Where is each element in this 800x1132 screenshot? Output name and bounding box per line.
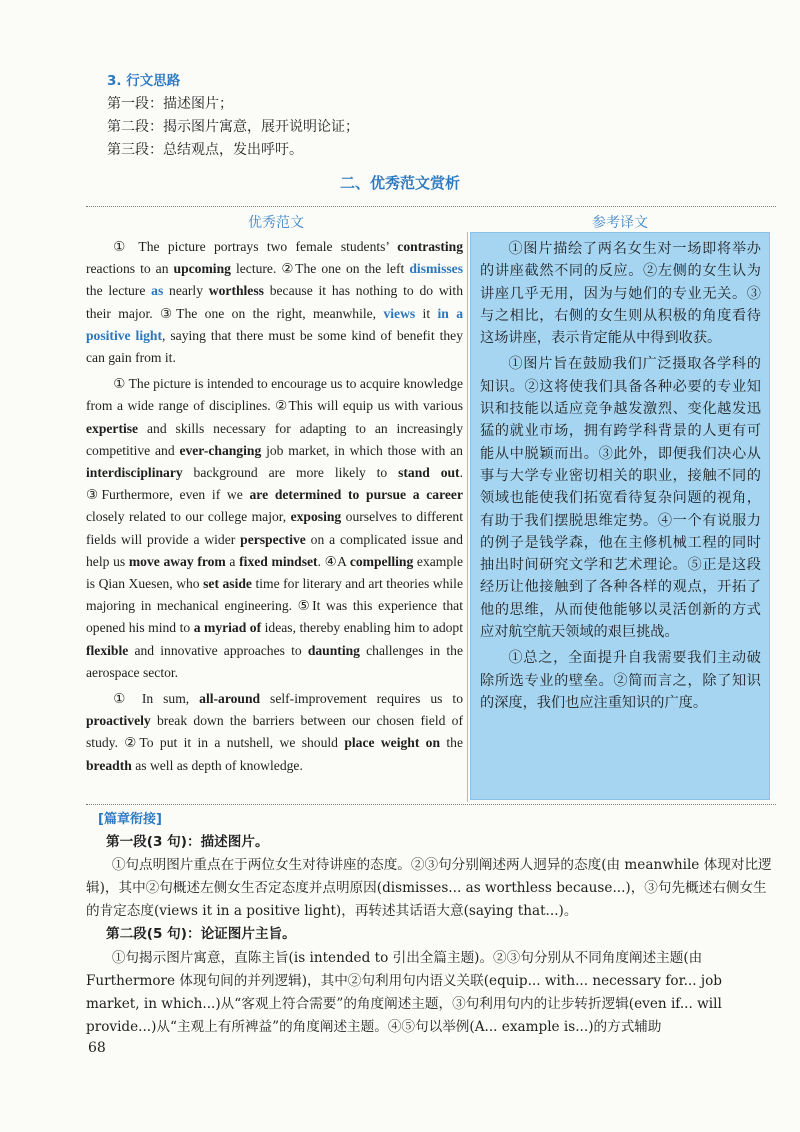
essay-text: the (440, 735, 463, 751)
translation-paragraph-1: ①图片描绘了两名女生对一场即将举办的讲座截然不同的反应。②左侧的女生认为讲座几乎无用，因为与她们的专业无关。③与之相比，右侧的女生则从积极的角度看待这场讲座，表示肯定能从中得到收获。 (480, 241, 761, 347)
key-phrase: ever-changing (179, 442, 262, 458)
key-phrase: flexible (86, 642, 129, 658)
page-number: 68 (88, 1040, 106, 1056)
model-essay (86, 236, 463, 777)
key-phrase: dismisses (409, 261, 463, 277)
essay-text: and innovative approaches to (128, 642, 308, 658)
writing-outline (107, 70, 359, 162)
left-column-title: 优秀范文 (248, 215, 304, 231)
segment-1-text: ①句点明图片重点在于两位女生对待讲座的态度。②③句分别阐述两人迥异的态度(由 meanwhile 体现对比逻辑)，其中②句概述左侧女生否定态度并点明原因(dismisses... as worthless because...)，③句先概述右侧女生的肯定态度(views it in a positive light)，再转述其话语大意(saying that...)。 (86, 857, 772, 920)
essay-paragraph-3 (86, 688, 463, 777)
right-column-title: 参考译文 (592, 215, 648, 231)
essay-text: and skills necessary for adapting to an increasingly competitive and (86, 420, 463, 458)
essay-text: as well as depth of knowledge. (131, 757, 303, 773)
essay-text: ① The picture is intended to encourage us to acquire knowledge from a wide range of disciplines. ②This will equip us with various (86, 376, 463, 414)
column-divider (467, 232, 468, 802)
key-phrase: breadth (86, 757, 132, 773)
key-phrase: are determined to pursue a career (249, 487, 463, 503)
key-phrase: contrasting (397, 239, 463, 254)
key-phrase: place weight on (344, 735, 441, 751)
essay-paragraph-2 (86, 373, 463, 684)
essay-text: time for literary and art theories while majoring in mechanical engineering. ⑤It was this experience that opened his mind to (86, 576, 463, 636)
key-phrase: worthless (208, 283, 264, 299)
key-phrase: views (383, 305, 416, 321)
essay-paragraph-1 (86, 236, 463, 369)
key-phrase: as (151, 283, 164, 299)
key-phrase: fixed mindset (239, 553, 318, 569)
essay-text: ① The picture portrays two female students’ (113, 239, 398, 254)
outline-line-1: 第一段：描述图片； (107, 96, 233, 112)
essay-text: job market, in which those with an (261, 442, 463, 458)
outline-line-3: 第三段：总结观点，发出呼吁。 (107, 142, 303, 158)
dotted-divider-top (86, 206, 776, 207)
essay-text: . ③Furthermore, even if we (86, 465, 463, 503)
segment-2-text: ①句揭示图片寓意，直陈主旨(is intended to 引出全篇主题)。②③句分别从不同角度阐述主题(由 Furthermore 体现句间的并列逻辑)，其中②句利用句内语义关联(equip... with... necessary for... job market, in which...)从“客观上符合需要”的角度阐述主题，③句利用句内的让步转折逻辑(even if... will provide...)从“主观上有所裨益”的角度阐述主题。④⑤句以举例(A... example is...)的方式辅助 (86, 949, 722, 1035)
essay-text: because it has nothing to do with their major. ③The one on the right, meanwhile, (86, 283, 463, 321)
outline-line-2: 第二段：揭示图片寓意，展开说明论证； (107, 119, 359, 135)
key-phrase: proactively (86, 713, 151, 729)
essay-text: closely related to our college major, (86, 509, 291, 525)
reference-translation (470, 232, 770, 800)
key-phrase: move away from (128, 553, 226, 569)
key-phrase: compelling (349, 553, 414, 569)
essay-text: reactions to an (86, 261, 174, 277)
essay-text: it (415, 305, 438, 321)
essay-text: challenges in the aerospace sector. (86, 642, 463, 680)
key-phrase: perspective (240, 531, 306, 547)
essay-text: on a complicated issue and help us (86, 531, 463, 569)
key-phrase: interdisciplinary (86, 465, 183, 481)
essay-text: ① In sum, (113, 691, 200, 707)
essay-text: background are more likely to (182, 465, 399, 481)
essay-text: lecture. ②The one on the left (230, 261, 410, 277)
structure-analysis (86, 808, 776, 1039)
essay-text: the lecture (86, 283, 152, 299)
key-phrase: stand out (398, 465, 460, 481)
essay-text: . ④A (317, 553, 350, 569)
essay-text: self-improvement requires us to (260, 691, 463, 707)
key-phrase: in a positive light (86, 305, 463, 343)
key-phrase: exposing (290, 509, 342, 525)
essay-text: break down the barriers between our chosen field of study. ②To put it in a nutshell, we should (86, 713, 463, 751)
key-phrase: a myriad of (193, 620, 262, 636)
essay-text: nearly (163, 283, 209, 299)
analysis-tag: [篇章衔接] (98, 812, 162, 827)
segment-2-title: 第二段(5 句)：论证图片主旨。 (106, 926, 296, 943)
key-phrase: set aside (203, 576, 252, 592)
essay-text: , saying that there must be some kind of benefit they can gain from it. (86, 327, 463, 366)
section-heading: 二、优秀范文赏析 (339, 174, 460, 192)
essay-text: example is Qian Xuesen, who (86, 553, 463, 592)
segment-1-title: 第一段(3 句)：描述图片。 (106, 834, 269, 851)
essay-text: ideas, thereby enabling him to adopt (261, 620, 464, 636)
key-phrase: expertise (86, 420, 139, 436)
translation-paragraph-3: ①总之，全面提升自我需要我们主动破除所选专业的壁垒。②简而言之，除了知识的深度，我们也应注重知识的广度。 (480, 650, 761, 711)
essay-text: a (225, 553, 240, 569)
key-phrase: daunting (307, 642, 360, 658)
translation-paragraph-2: ①图片旨在鼓励我们广泛摄取各学科的知识。②这将使我们具备各种必要的专业知识和技能以适应竞争越发激烈、变化越发迅猛的就业市场，拥有跨学科背景的人更有可能从中脱颖而出。③此外，即便我们决心从事与大学专业密切相关的职业，接触不同的领域也能使我们拓宽看待复杂问题的视角，有助于我们摆脱思维定势。④一个有说服力的例子是钱学森，他在主修机械工程的同时抽出时间研究文学和艺术理论。⑤正是这段经历让他接触到了各种各样的观点，开拓了他的思维，从而使他能够以灵活创新的方式应对航空航天领域的艰巨挑战。 (480, 356, 761, 641)
outline-section-title: 3. 行文思路 (107, 73, 181, 89)
essay-text: ourselves to different fields will provide a wider (86, 509, 463, 547)
dotted-divider-bottom (86, 804, 776, 805)
key-phrase: all-around (199, 691, 261, 707)
key-phrase: upcoming (173, 261, 231, 277)
